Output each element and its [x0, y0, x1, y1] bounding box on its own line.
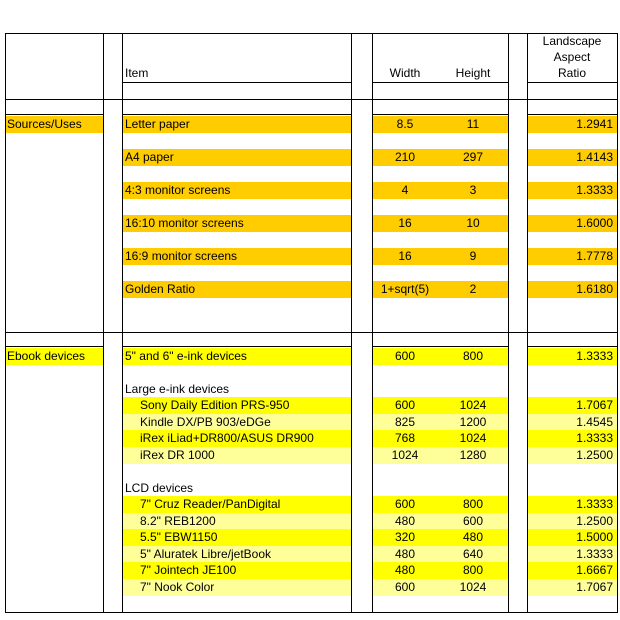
- ratio-value: 1.2500: [576, 514, 613, 528]
- ratio-value: 1.7067: [576, 580, 613, 594]
- height-value: 1024: [459, 431, 487, 445]
- ratio-value: 1.3333: [576, 349, 613, 363]
- height-value: 11: [466, 117, 480, 131]
- height-value: 800: [462, 563, 484, 577]
- ratio-value: 1.6000: [576, 216, 613, 230]
- width-value: 825: [394, 415, 416, 429]
- header-width: Width: [389, 66, 421, 80]
- height-value: 10: [466, 216, 480, 230]
- height-value: 1280: [459, 448, 487, 462]
- height-value: 1024: [459, 580, 487, 594]
- height-value: 9: [469, 249, 477, 263]
- item-name: Kindle DX/PB 903/eDGe: [140, 415, 271, 429]
- width-value: 600: [394, 497, 416, 511]
- ratio-value: 1.3333: [576, 183, 613, 197]
- height-value: 600: [462, 514, 484, 528]
- item-name: 16:9 monitor screens: [125, 249, 238, 263]
- ratio-value: 1.4143: [576, 150, 613, 164]
- width-value: 480: [394, 514, 416, 528]
- section-rule: [5, 114, 104, 115]
- column-rule: [617, 33, 618, 612]
- item-name: 5" and 6" e-ink devices: [125, 349, 247, 363]
- item-name: Sony Daily Edition PRS-950: [140, 398, 290, 412]
- height-value: 800: [462, 497, 484, 511]
- height-value: 2: [469, 282, 477, 296]
- item-name: A4 paper: [125, 150, 174, 164]
- item-name: 5" Aluratek Libre/jetBook: [140, 547, 272, 561]
- item-name: iRex iLiad+DR800/ASUS DR900: [140, 431, 314, 445]
- header-ratio-line-2: Aspect: [553, 50, 591, 64]
- width-value: 600: [394, 398, 416, 412]
- width-value: 768: [394, 431, 416, 445]
- width-value: 16: [398, 216, 412, 230]
- item-name: iRex DR 1000: [140, 448, 215, 462]
- item-name: 16:10 monitor screens: [125, 216, 244, 230]
- height-value: 480: [462, 530, 484, 544]
- header-ratio-line-3: Ratio: [557, 66, 586, 80]
- ratio-value: 1.2500: [576, 448, 613, 462]
- header-height: Height: [455, 66, 491, 80]
- section-rule: [372, 346, 509, 347]
- column-rule: [508, 33, 509, 612]
- height-value: 1200: [459, 415, 487, 429]
- section-label: Sources/Uses: [7, 117, 82, 131]
- item-name: Letter paper: [125, 117, 190, 131]
- column-rule: [103, 33, 104, 612]
- section-rule: [372, 114, 509, 115]
- height-value: 1024: [459, 398, 487, 412]
- ratio-value: 1.7778: [576, 249, 613, 263]
- section-rule: [5, 346, 104, 347]
- height-value: 800: [462, 349, 484, 363]
- item-name: 7" Cruz Reader/PanDigital: [140, 497, 281, 511]
- table-bottom-rule: [5, 612, 618, 613]
- header-underline: [527, 82, 618, 83]
- item-name: LCD devices: [125, 481, 194, 495]
- height-value: 640: [462, 547, 484, 561]
- width-value: 600: [394, 580, 416, 594]
- width-value: 8.5: [396, 117, 414, 131]
- width-value: 1024: [391, 448, 419, 462]
- section-rule: [527, 114, 618, 115]
- section-rule: [5, 332, 618, 333]
- item-name: 4:3 monitor screens: [125, 183, 231, 197]
- width-value: 480: [394, 563, 416, 577]
- header-item: Item: [125, 66, 149, 80]
- section-rule: [122, 346, 352, 347]
- header-underline: [372, 82, 509, 83]
- item-name: Golden Ratio: [125, 282, 196, 296]
- column-rule: [122, 33, 123, 612]
- ratio-value: 1.2941: [576, 117, 613, 131]
- width-value: 1+sqrt(5): [380, 282, 430, 296]
- width-value: 210: [394, 150, 416, 164]
- item-name: 5.5" EBW1150: [140, 530, 218, 544]
- width-value: 4: [401, 183, 409, 197]
- section-label: Ebook devices: [7, 349, 86, 363]
- width-value: 16: [398, 249, 412, 263]
- ratio-value: 1.3333: [576, 431, 613, 445]
- width-value: 320: [394, 530, 416, 544]
- width-value: 480: [394, 547, 416, 561]
- ratio-value: 1.7067: [576, 398, 613, 412]
- section-rule: [527, 346, 618, 347]
- ratio-value: 1.6667: [576, 563, 613, 577]
- ratio-value: 1.3333: [576, 547, 613, 561]
- section-rule: [122, 114, 352, 115]
- section-rule: [5, 99, 618, 100]
- height-value: 297: [462, 150, 484, 164]
- item-name: Large e-ink devices: [125, 382, 230, 396]
- ratio-value: 1.4545: [576, 415, 613, 429]
- item-name: 7" Jointech JE100: [140, 563, 237, 577]
- column-rule: [5, 33, 6, 612]
- height-value: 3: [469, 183, 477, 197]
- ratio-value: 1.6180: [576, 282, 613, 296]
- width-value: 600: [394, 349, 416, 363]
- header-underline: [122, 82, 352, 83]
- item-name: 8.2" REB1200: [140, 514, 216, 528]
- ratio-value: 1.3333: [576, 497, 613, 511]
- item-name: 7" Nook Color: [140, 580, 215, 594]
- ratio-value: 1.5000: [576, 530, 613, 544]
- header-ratio-line-1: Landscape: [542, 34, 602, 48]
